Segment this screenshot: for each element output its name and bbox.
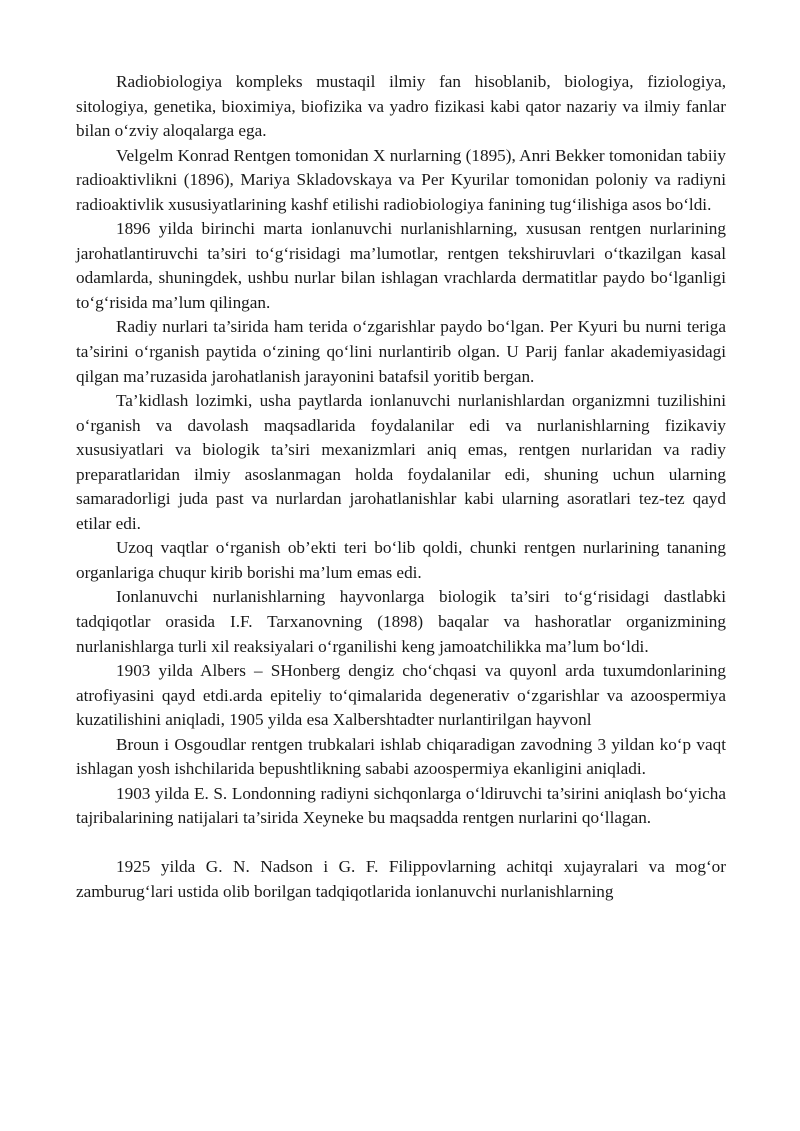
paragraph-nadson-filippov: 1925 yilda G. N. Nadson i G. F. Filippovlarning achitqi xujayralari va mog‘or zamburug‘lari ustida olib borilgan tadqiqotlarida ionlanuvchi nurlanishlarning (76, 857, 726, 901)
paragraph-radiobiology-intro: Radiobiologiya kompleks mustaqil ilmiy fan hisoblanib, biologiya, fiziologiya, sitologiya, genetika, bioximiya, biofizika va yadro fizikasi kabi qator nazariy va ilmiy fanlar bilan o‘zviy aloqalarga ega. (76, 72, 726, 141)
paragraph-early-usage: Ta’kidlash lozimki, usha paytlarda ionlanuvchi nurlanishlardan organizmni tuzilishini o‘rganish va davolash maqsadlarida foydalanilar edi va nurlanishlarning fizikaviy xususiyatlari va biologik ta’siri mexanizmlari aniq emas, rentgen nurlaridan va radiy preparatlaridan ilmiy asoslanmagan holda foydalanilar edi, shuning uchun ularning samaradorligi juda past va nurlardan jarohatlanishlar kabi ularning asoratlari tez-tez qayd etilar edi. (76, 391, 726, 533)
paragraph-spacer (76, 831, 726, 856)
paragraph-skin-object: Uzoq vaqtlar o‘rganish ob’ekti teri bo‘lib qoldi, chunki rentgen nurlarining tananing organlariga chuqur kirib borishi ma’lum emas edi. (76, 538, 726, 582)
paragraph-discoveries: Velgelm Konrad Rentgen tomonidan X nurlarning (1895), Anri Bekker tomonidan tabiiy radioaktivlikni (1896), Mariya Skladovskaya va Per Kyurilar tomonidan poloniy va radiyni radioaktivlik xususiyatlarining kashf etilishi radiobiologiya fanining tug‘ilishiga asos bo‘ldi. (76, 145, 726, 214)
paragraph-albers-schonberg: 1903 yilda Albers – SHonberg dengiz cho‘chqasi va quyonl arda tuxumdonlarining atrofiyasini qayd etdi.arda epiteliy to‘qimalarida degenerativ o‘zgarishlar va azoospermiya kuzatilishini aniqladi, 1905 yilda esa Xalbershtadter nurlantirilgan hayvonl (76, 661, 726, 730)
paragraph-london-heineke: 1903 yilda E. S. Londonning radiyni sichqonlarga o‘ldiruvchi ta’sirini aniqlash bo‘yicha tajribalarining natijalari ta’sirida Xeyneke bu maqsadda rentgen nurlarini qo‘llagan. (76, 783, 726, 828)
document-page (76, 70, 726, 905)
paragraph-1896-injuries: 1896 yilda birinchi marta ionlanuvchi nurlanishlarning, xususan rentgen nurlarining jarohatlantiruvchi ta’siri to‘g‘risidagi ma’lumotlar, rentgen tekshiruvlari o‘tkazilgan kasal odamlarda, shuningdek, ushbu nurlar bilan ishlagan vrachlarda dermatitlar paydo bo‘lganligi to‘g‘risida ma’lum qilingan. (76, 219, 726, 312)
paragraph-tarxanov: Ionlanuvchi nurlanishlarning hayvonlarga biologik ta’siri to‘g‘risidagi dastlabki tadqiqotlar orasida I.F. Tarxanovning (1898) baqalar va hashoratlar organizmining nurlanishlarga turli xil reaksiyalari o‘rganilishi keng jamoatchilikka ma’lum bo‘ldi. (76, 587, 726, 656)
paragraph-radium-skin: Radiy nurlari ta’sirida ham terida o‘zgarishlar paydo bo‘lgan. Per Kyuri bu nurni teriga ta’sirini o‘rganish paytida o‘zining qo‘lini nurlantirib olgan. U Parij fanlar akademiyasidagi qilgan ma’ruzasida jarohatlanish jarayonini batafsil yoritib bergan. (76, 317, 726, 386)
paragraph-broun-osgoud: Broun i Osgoudlar rentgen trubkalari ishlab chiqaradigan zavodning 3 yildan ko‘p vaqt ishlagan yosh ishchilarida bepushtlikning sababi azoospermiya ekanligini aniqladi. (76, 734, 726, 779)
